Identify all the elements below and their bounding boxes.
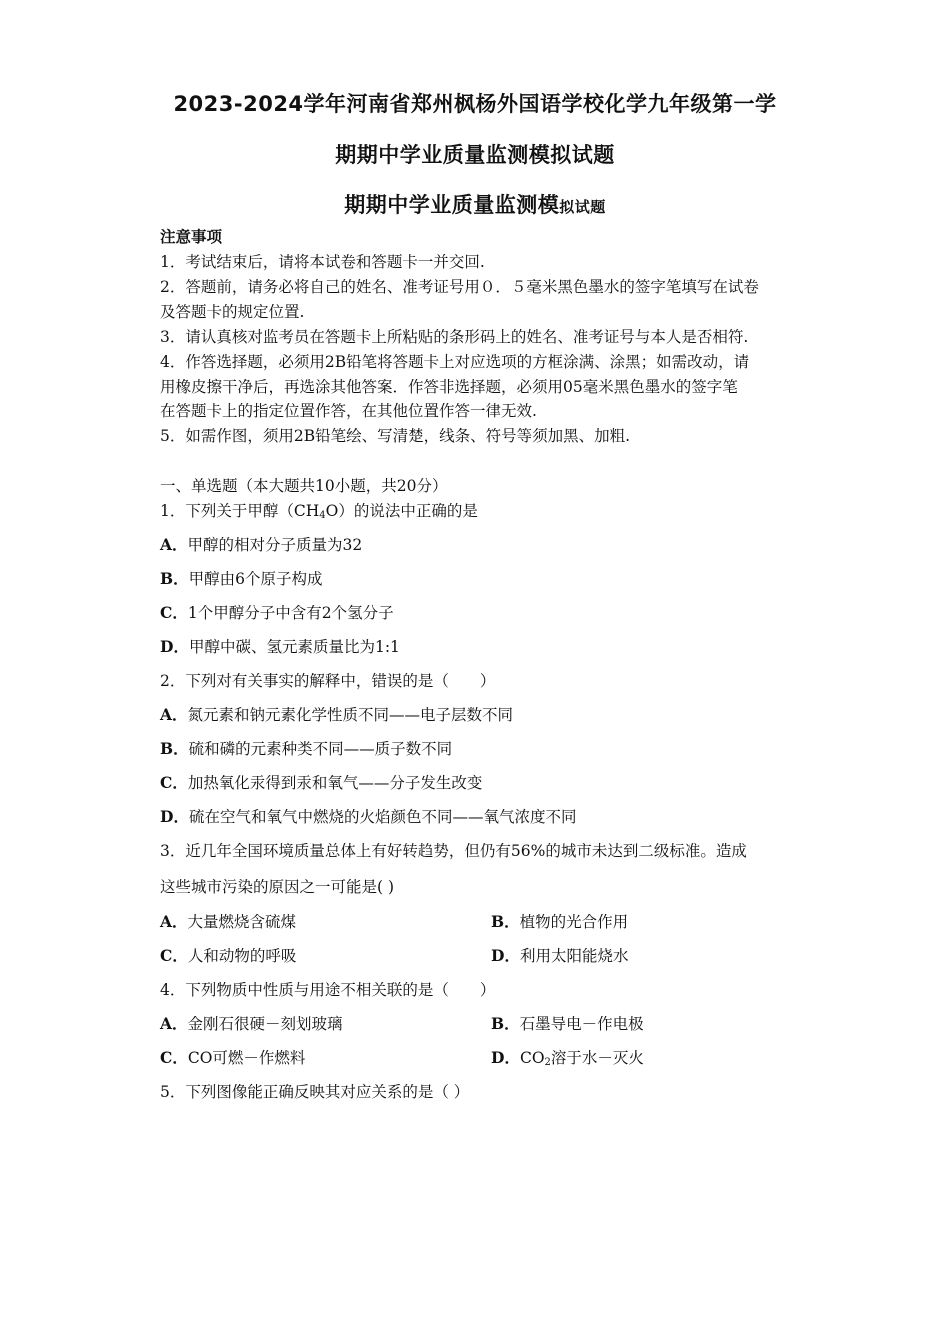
option-text: 大量燃烧含硫煤 bbox=[187, 913, 297, 931]
option-letter: B． bbox=[491, 1014, 520, 1033]
option-text: 利用太阳能烧水 bbox=[519, 947, 629, 965]
option-text: 甲醇中碳、氢元素质量比为1:1 bbox=[188, 638, 400, 656]
question-2-option-c bbox=[160, 773, 482, 793]
question-2-option-b bbox=[160, 739, 452, 759]
exam-title-line3-main: 期期中学业质量监测模 bbox=[344, 193, 560, 217]
notice-line-1: 1．考试结束后，请将本试卷和答题卡一并交回. bbox=[160, 253, 485, 271]
option-text-pre: CO bbox=[519, 1049, 545, 1067]
option-text: 氮元素和钠元素化学性质不同——电子层数不同 bbox=[187, 706, 514, 724]
option-text: 加热氧化汞得到汞和氧气——分子发生改变 bbox=[187, 774, 483, 792]
question-1-option-d bbox=[160, 637, 400, 657]
question-3-option-b bbox=[491, 912, 628, 932]
option-letter: C． bbox=[160, 1048, 188, 1067]
notice-line-3: 及答题卡的规定位置. bbox=[160, 303, 305, 321]
option-text-post: 溶于水－灭火 bbox=[550, 1049, 644, 1067]
question-1-option-b bbox=[160, 569, 322, 589]
notice-line-8: 5．如需作图，须用2B铅笔绘、写清楚，线条、符号等须加黑、加粗. bbox=[160, 427, 631, 445]
option-letter: A． bbox=[160, 705, 188, 724]
exam-title-line3-small: 拟试题 bbox=[559, 198, 606, 216]
question-3-option-d bbox=[491, 946, 628, 966]
option-text: 金刚石很硬－刻划玻璃 bbox=[187, 1015, 343, 1033]
notice-line-4: 3．请认真核对监考员在答题卡上所粘贴的条形码上的姓名、准考证号与本人是否相符. bbox=[160, 328, 749, 346]
notice-heading: 注意事项 bbox=[160, 227, 223, 246]
option-letter: A． bbox=[160, 1014, 188, 1033]
question-4-option-b bbox=[491, 1014, 644, 1034]
option-text: 石墨导电－作电极 bbox=[519, 1015, 644, 1033]
question-5-stem: 5．下列图像能正确反映其对应关系的是（ ） bbox=[160, 1083, 470, 1101]
option-text: 人和动物的呼吸 bbox=[187, 947, 297, 965]
question-4-option-a bbox=[160, 1014, 343, 1034]
option-text: 植物的光合作用 bbox=[519, 913, 629, 931]
question-2-option-a bbox=[160, 705, 513, 725]
question-1-option-a bbox=[160, 535, 362, 555]
question-1-option-c bbox=[160, 603, 394, 623]
exam-title-line2: 期期中学业质量监测模拟试题 bbox=[335, 143, 615, 167]
option-text: 硫和磷的元素种类不同——质子数不同 bbox=[188, 740, 453, 758]
option-text: 硫在空气和氧气中燃烧的火焰颜色不同——氧气浓度不同 bbox=[188, 808, 577, 826]
option-text: 甲醇由6个原子构成 bbox=[188, 570, 323, 588]
question-3-stem-line1: 3．近几年全国环境质量总体上有好转趋势，但仍有56%的城市未达到二级标准。造成 bbox=[160, 842, 747, 860]
option-text-sub: 2 bbox=[544, 1057, 551, 1068]
option-text: 1个甲醇分子中含有2个氢分子 bbox=[187, 604, 394, 622]
question-2-option-d bbox=[160, 807, 576, 827]
option-letter: A． bbox=[160, 912, 188, 931]
notice-line-6: 用橡皮擦干净后，再选涂其他答案．作答非选择题，必须用05毫米黑色墨水的签字笔 bbox=[160, 378, 738, 396]
question-1-stem-sub: 4 bbox=[319, 510, 326, 521]
option-letter: D． bbox=[491, 946, 520, 965]
option-text: CO可燃－作燃料 bbox=[187, 1049, 306, 1067]
option-text: 甲醇的相对分子质量为32 bbox=[187, 536, 363, 554]
question-1-stem-pre: 1．下列关于甲醇（CH bbox=[160, 502, 320, 520]
option-letter: C． bbox=[160, 946, 188, 965]
exam-title-line1: 2023-2024学年河南省郑州枫杨外国语学校化学九年级第一学 bbox=[173, 92, 777, 116]
question-1-stem bbox=[160, 501, 478, 526]
option-letter: B． bbox=[491, 912, 520, 931]
notice-line-5: 4．作答选择题，必须用2B铅笔将答题卡上对应选项的方框涂满、涂黑；如需改动，请 bbox=[160, 353, 750, 371]
question-3-stem-line2: 这些城市污染的原因之一可能是( ) bbox=[160, 878, 395, 896]
question-4-option-c bbox=[160, 1048, 305, 1068]
question-1-stem-post: O）的说法中正确的是 bbox=[325, 502, 478, 520]
exam-title-line3 bbox=[0, 189, 950, 219]
option-letter: D． bbox=[160, 637, 189, 656]
option-letter: B． bbox=[160, 569, 189, 588]
question-3-option-a bbox=[160, 912, 296, 932]
question-4-stem: 4．下列物质中性质与用途不相关联的是（ ） bbox=[160, 981, 496, 999]
question-4-option-d bbox=[491, 1048, 644, 1073]
notice-line-7: 在答题卡上的指定位置作答，在其他位置作答一律无效. bbox=[160, 402, 537, 420]
section-heading: 一、单选题（本大题共10小题，共20分） bbox=[160, 477, 448, 495]
question-3-option-c bbox=[160, 946, 296, 966]
option-letter: A． bbox=[160, 535, 188, 554]
option-letter: C． bbox=[160, 773, 188, 792]
option-letter: D． bbox=[491, 1048, 520, 1067]
option-letter: D． bbox=[160, 807, 189, 826]
option-letter: B． bbox=[160, 739, 189, 758]
question-2-stem: 2．下列对有关事实的解释中，错误的是（ ） bbox=[160, 672, 496, 690]
option-letter: C． bbox=[160, 603, 188, 622]
notice-line-2: 2．答题前，请务必将自己的姓名、准考证号用０．５毫米黑色墨水的签字笔填写在试卷 bbox=[160, 278, 759, 296]
